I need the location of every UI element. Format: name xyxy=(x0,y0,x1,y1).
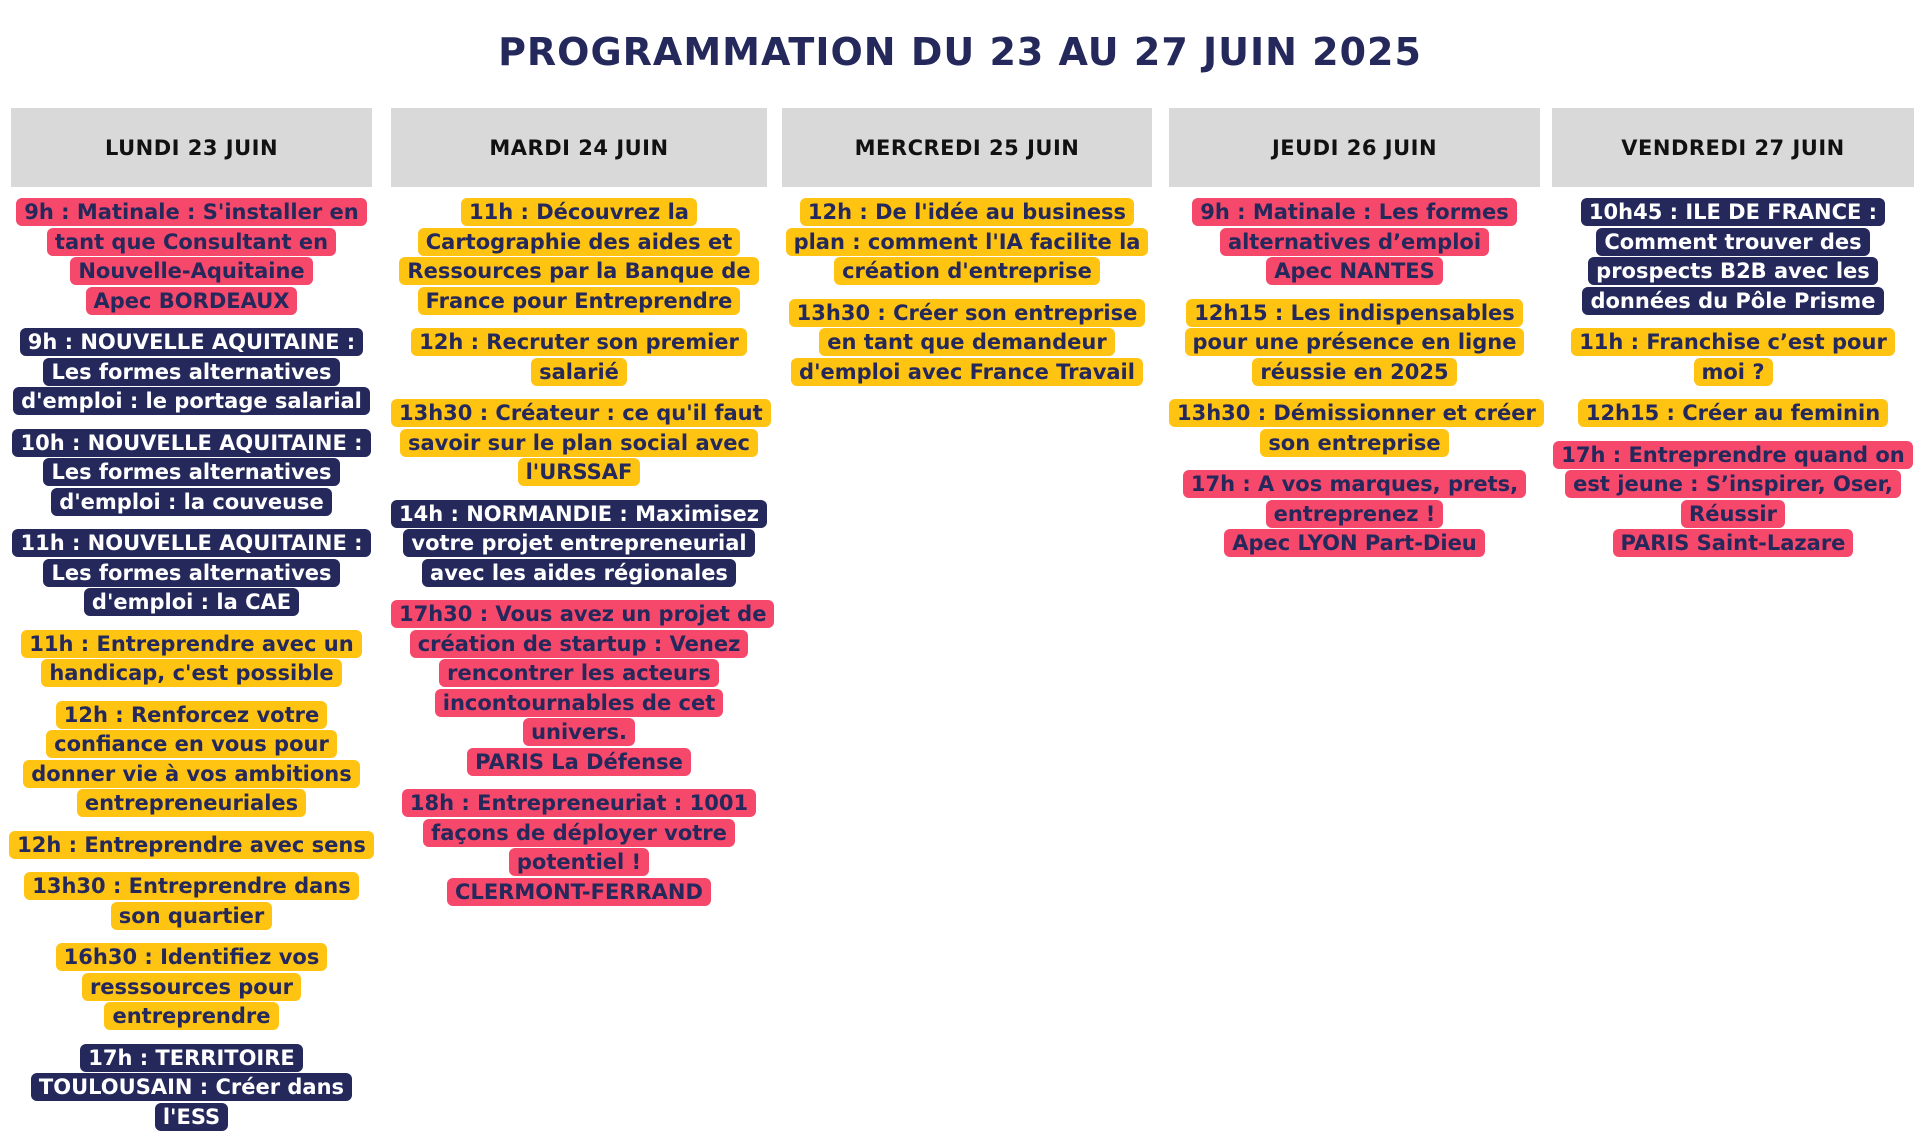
event-title: 12h : Renforcez votre confiance en vous pour donner vie à vos ambitions entrepreneuriales xyxy=(23,701,360,818)
event-title: 14h : NORMANDIE : Maximisez votre projet entrepreneurial avec les aides régionales xyxy=(391,500,767,587)
event-title: 11h : Entreprendre avec un handicap, c'est possible xyxy=(21,630,361,688)
event-item xyxy=(782,198,1152,287)
event-title: 13h30 : Démissionner et créer son entreprise xyxy=(1169,399,1544,457)
event-title: 12h : Recruter son premier salarié xyxy=(411,328,747,386)
event-item xyxy=(1169,198,1540,287)
day-header-monday: LUNDI 23 JUIN xyxy=(11,108,372,187)
event-title: 18h : Entrepreneuriat : 1001 façons de déployer votre potentiel ! xyxy=(402,789,756,876)
event-item xyxy=(5,1044,378,1133)
event-title: 12h : De l'idée au business plan : comment l'IA facilite la création d'entreprise xyxy=(786,198,1149,285)
event-title: 12h : Entreprendre avec sens xyxy=(9,831,374,859)
day-header-tuesday: MARDI 24 JUIN xyxy=(391,108,767,187)
event-title: 13h30 : Créateur : ce qu'il faut savoir sur le plan social avec l'URSSAF xyxy=(391,399,771,486)
event-item xyxy=(5,198,378,316)
event-item xyxy=(391,500,767,589)
event-item xyxy=(391,399,767,488)
event-item xyxy=(5,328,378,417)
event-title: 9h : Matinale : Les formes alternatives d’emploi xyxy=(1192,198,1516,256)
event-item xyxy=(5,630,378,689)
event-title: 9h : NOUVELLE AQUITAINE : Les formes alternatives d'emploi : le portage salarial xyxy=(13,328,370,415)
event-title: 12h15 : Créer au feminin xyxy=(1578,399,1888,427)
event-item xyxy=(782,299,1152,388)
day-header-wednesday: MERCREDI 25 JUIN xyxy=(782,108,1152,187)
event-item xyxy=(1552,441,1914,559)
page-title: PROGRAMMATION DU 23 AU 27 JUIN 2025 xyxy=(498,30,1422,74)
event-location: Apec LYON Part-Dieu xyxy=(1224,529,1485,557)
event-title: 11h : Découvrez la Cartographie des aides et Ressources par la Banque de France pour Entreprendre xyxy=(399,198,758,315)
event-title: 11h : Franchise c’est pour moi ? xyxy=(1571,328,1895,386)
event-title: 13h30 : Créer son entreprise en tant que demandeur d'emploi avec France Travail xyxy=(789,299,1146,386)
event-item xyxy=(5,872,378,931)
event-item xyxy=(391,328,767,387)
day-header-friday: VENDREDI 27 JUIN xyxy=(1552,108,1914,187)
event-item xyxy=(391,789,767,907)
event-item xyxy=(5,701,378,819)
day-column-thursday xyxy=(1169,198,1540,571)
event-item xyxy=(9,831,374,861)
day-header-thursday: JEUDI 26 JUIN xyxy=(1169,108,1540,187)
event-item xyxy=(5,529,378,618)
event-item xyxy=(1552,198,1914,316)
event-title: 9h : Matinale : S'installer en tant que Consultant en Nouvelle-Aquitaine xyxy=(16,198,366,285)
event-location: PARIS Saint-Lazare xyxy=(1613,529,1854,557)
event-location: Apec BORDEAUX xyxy=(86,287,298,315)
day-column-tuesday xyxy=(391,198,767,919)
event-title: 11h : NOUVELLE AQUITAINE : Les formes alternatives d'emploi : la CAE xyxy=(12,529,370,616)
event-location: PARIS La Défense xyxy=(467,748,691,776)
event-item xyxy=(1169,299,1540,388)
event-item xyxy=(1552,328,1914,387)
event-title: 17h30 : Vous avez un projet de création de startup : Venez rencontrer les acteurs incontournables de cet univers. xyxy=(391,600,774,746)
event-title: 17h : A vos marques, prets, entreprenez ! xyxy=(1183,470,1526,528)
event-item xyxy=(5,943,378,1032)
event-item xyxy=(391,198,767,316)
event-title: 10h : NOUVELLE AQUITAINE : Les formes alternatives d'emploi : la couveuse xyxy=(12,429,370,516)
event-item xyxy=(391,600,767,777)
event-title: 13h30 : Entreprendre dans son quartier xyxy=(24,872,359,930)
event-location: CLERMONT-FERRAND xyxy=(447,878,711,906)
event-item xyxy=(1169,399,1540,458)
event-title: 12h15 : Les indispensables pour une présence en ligne réussie en 2025 xyxy=(1185,299,1525,386)
event-title: 16h30 : Identifiez vos resssources pour entreprendre xyxy=(56,943,328,1030)
event-item xyxy=(1578,399,1888,429)
event-title: 17h : Entreprendre quand on est jeune : S’inspirer, Oser, Réussir xyxy=(1553,441,1912,528)
event-item xyxy=(5,429,378,518)
event-item xyxy=(1169,470,1540,559)
event-title: 17h : TERRITOIRE TOULOUSAIN : Créer dans l'ESS xyxy=(31,1044,352,1131)
event-location: Apec NANTES xyxy=(1266,257,1442,285)
day-column-monday xyxy=(5,198,378,1144)
day-column-friday xyxy=(1552,198,1914,571)
day-column-wednesday xyxy=(782,198,1152,399)
event-title: 10h45 : ILE DE FRANCE : Comment trouver des prospects B2B avec les données du Pôle Prisme xyxy=(1581,198,1885,315)
